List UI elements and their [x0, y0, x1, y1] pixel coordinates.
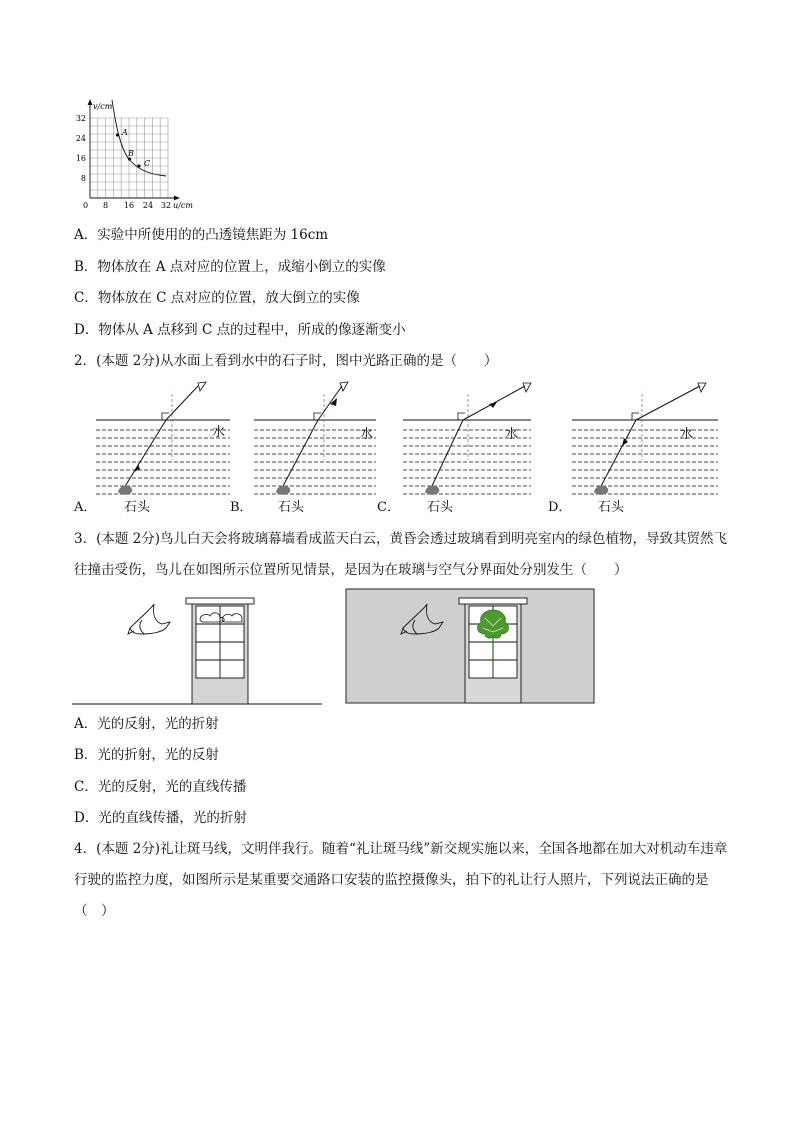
- q2-water-a: 水: [212, 425, 226, 440]
- q3-option-b: B．光的折射，光的反射: [74, 747, 219, 763]
- q2-water-c: 水: [505, 427, 519, 442]
- q3-option-d: D．光的直线传播，光的折射: [74, 810, 247, 826]
- q2-letter-a: A．: [74, 500, 97, 515]
- q2-diagram-d[interactable]: [544, 380, 724, 515]
- q2-stone-d: 石头: [598, 500, 625, 515]
- origin-label: 0: [83, 201, 89, 210]
- q3-daytime-scene: [72, 594, 324, 706]
- point-a-label: A: [122, 128, 128, 137]
- y-tick-16: 16: [75, 154, 86, 163]
- lens-image-distance-graph: [70, 96, 200, 214]
- point-c-label: C: [144, 159, 151, 168]
- x-tick-16: 16: [123, 201, 135, 210]
- q4-stem: 4．(本题 2分)礼让斑马线，文明伴我行。随着“礼让斑马线”新交规实施以来，全国各地都在加大对机动车违章行驶的监控力度，如图所示是某重要交通路口安装的监控摄像头，拍下的礼让行人照片，下列说法正确的是（ ）: [74, 841, 728, 919]
- q3-stem: 3．(本题 2分)鸟儿白天会将玻璃幕墙看成蓝天白云，黄昏会透过玻璃看到明亮室内的绿色植物，导致其贸然飞往撞击受伤，鸟儿在如图所示位置所见情景，是因为在玻璃与空气分界面处分别发生（ ）: [74, 531, 728, 578]
- q2-diagram-c[interactable]: [377, 380, 537, 515]
- q2-letter-b: B．: [230, 500, 253, 515]
- q3-option-c: C．光的反射，光的直线传播: [74, 779, 247, 795]
- q1-option-c: C．物体放在 C 点对应的位置，放大倒立的实像: [74, 290, 360, 306]
- q2-water-d: 水: [680, 427, 694, 442]
- x-axis-label: u/cm: [173, 201, 193, 210]
- bird-icon: [128, 604, 170, 634]
- x-tick-32: 32: [160, 201, 172, 210]
- point-b-label: B: [128, 149, 134, 158]
- light-path-diagram-a: [94, 380, 232, 505]
- q2-water-b: 水: [360, 427, 374, 442]
- q1-option-a: A．实验中所使用的的凸透镜焦距为 16cm: [74, 227, 329, 243]
- x-tick-24: 24: [142, 201, 154, 210]
- y-axis-label: v/cm: [93, 102, 113, 111]
- point-a-marker: [116, 133, 119, 136]
- q2-stem: 2．(本题 2分)从水面上看到水中的石子时，图中光路正确的是（ ）: [74, 353, 498, 369]
- y-tick-8: 8: [80, 174, 86, 183]
- q2-letter-c: C．: [377, 500, 400, 515]
- q3-dusk-scene: [345, 588, 597, 706]
- q1-option-d: D．物体从 A 点移到 C 点的过程中，所成的像逐渐变小: [74, 322, 406, 338]
- light-path-diagram-c: [401, 380, 537, 505]
- light-path-diagram-b: [252, 380, 380, 505]
- x-axis-arrow: [174, 196, 180, 201]
- point-c-marker: [137, 164, 140, 167]
- q3-option-a: A．光的反射，光的折射: [74, 716, 219, 732]
- q2-stone-c: 石头: [427, 500, 454, 515]
- q1-option-b: B．物体放在 A 点对应的位置上，成缩小倒立的实像: [74, 259, 386, 275]
- y-tick-24: 24: [75, 134, 86, 143]
- q2-stone-a: 石头: [124, 500, 151, 515]
- q2-diagram-b[interactable]: [230, 380, 380, 515]
- q2-letter-d: D．: [548, 500, 572, 515]
- y-tick-32: 32: [75, 114, 86, 123]
- q2-stone-b: 石头: [278, 500, 305, 515]
- y-axis-arrow: [88, 99, 93, 105]
- x-tick-8: 8: [103, 201, 109, 210]
- q2-diagram-a[interactable]: [72, 380, 232, 515]
- light-path-diagram-d: [570, 380, 724, 505]
